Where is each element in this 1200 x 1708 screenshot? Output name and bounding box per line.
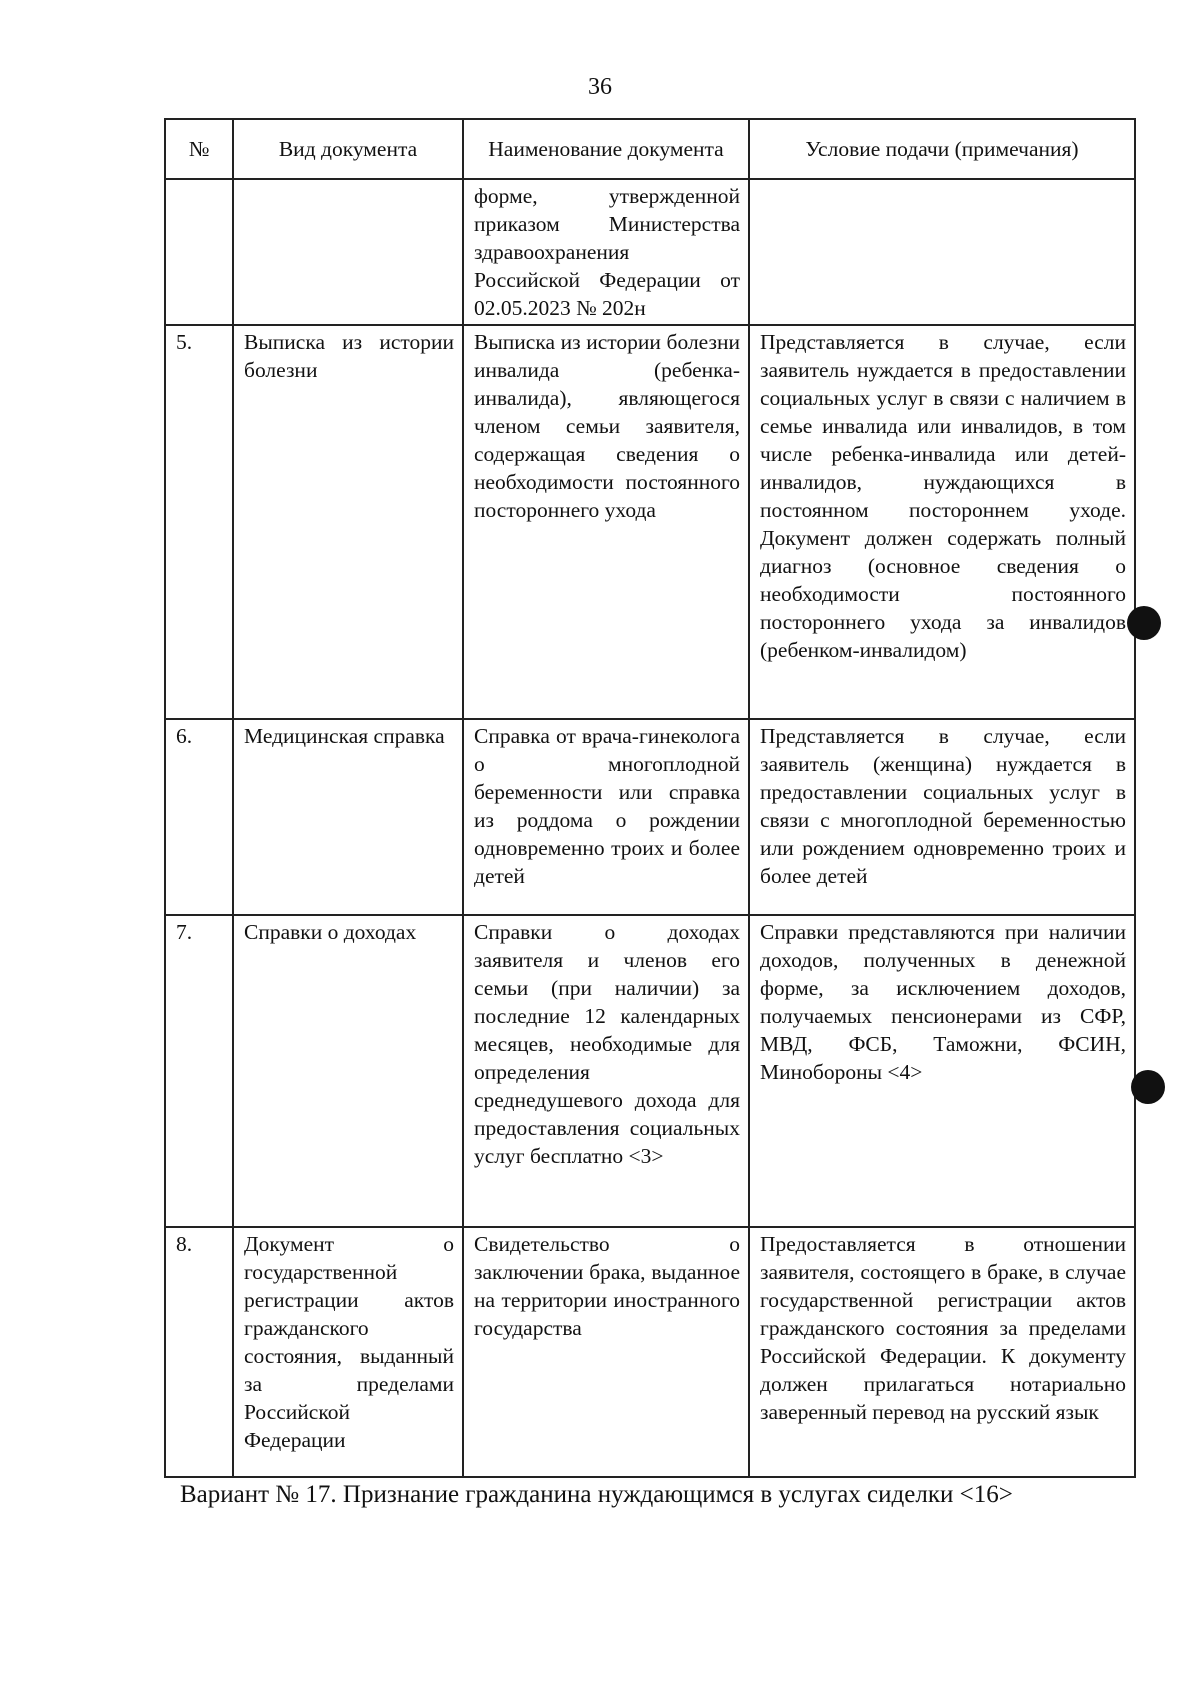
submission-condition: Представляется в случае, если заявитель нуждается в предоставлении социальных услуг в связи с наличием в семье инвалида или инвалидов, в том числе ребенка-инвалида или детей-инвалидов, нуждающихся в постоянном постороннем уходе. Документ должен содержать полный диагноз (основное сведения о необходимости постоянного постороннего ухода за инвалидов (ребенком-инвалидом) — [749, 325, 1135, 719]
header-document-type: Вид документа — [233, 119, 463, 179]
document-type: Выписка из истории болезни — [233, 325, 463, 719]
submission-condition: Предоставляется в отношении заявителя, состоящего в браке, в случае государственной регистрации актов гражданского состояния за пределами Российской Федерации. К документу должен прилагаться нотариально заверенный перевод на русский язык — [749, 1227, 1135, 1477]
submission-condition: Представляется в случае, если заявитель (женщина) нуждается в предоставлении социальных услуг в связи с многоплодной беременностью или рождением одновременно троих и более детей — [749, 719, 1135, 915]
table-row — [165, 179, 1135, 325]
document-type: Медицинская справка — [233, 719, 463, 915]
document-name: Выписка из истории болезни инвалида (ребенка-инвалида), являющегося членом семьи заявителя, содержащая сведения о необходимости постоянного постороннего ухода — [463, 325, 749, 719]
row-number: 6. — [165, 719, 233, 915]
table-row — [165, 1227, 1135, 1477]
document-type: Документ о государственной регистрации актов гражданского состояния, выданный за пределами Российской Федерации — [233, 1227, 463, 1477]
header-submission-condition: Условие подачи (примечания) — [749, 119, 1135, 179]
punch-hole-mark — [1131, 1070, 1165, 1104]
table-row — [165, 719, 1135, 915]
row-number: 5. — [165, 325, 233, 719]
row-number — [165, 179, 233, 325]
header-document-name: Наименование документа — [463, 119, 749, 179]
document-name: форме, утвержденной приказом Министерства здравоохранения Российской Федерации от 02.05.2023 № 202н — [463, 179, 749, 325]
document-type — [233, 179, 463, 325]
table-row — [165, 325, 1135, 719]
row-number: 8. — [165, 1227, 233, 1477]
submission-condition: Справки представляются при наличии доходов, полученных в денежной форме, за исключением доходов, получаемых пенсионерами из СФР, МВД, ФСБ, Таможни, ФСИН, Минобороны <4> — [749, 915, 1135, 1227]
document-name: Свидетельство о заключении брака, выданное на территории иностранного государства — [463, 1227, 749, 1477]
document-name: Справка от врача-гинеколога о многоплодной беременности или справка из роддома о рождении одновременно троих и более детей — [463, 719, 749, 915]
table-row — [165, 915, 1135, 1227]
document-name: Справки о доходах заявителя и членов его семьи (при наличии) за последние 12 календарных месяцев, необходимые для определения среднедушевого дохода для предоставления социальных услуг бесплатно <3> — [463, 915, 749, 1227]
page-number: 36 — [588, 74, 612, 100]
header-number: № — [165, 119, 233, 179]
document-type: Справки о доходах — [233, 915, 463, 1227]
submission-condition — [749, 179, 1135, 325]
punch-hole-mark — [1127, 606, 1161, 640]
documents-table — [164, 118, 1136, 1478]
row-number: 7. — [165, 915, 233, 1227]
table-header-row — [165, 119, 1135, 179]
variant-heading: Вариант № 17. Признание гражданина нуждающимся в услугах сиделки <16> — [180, 1481, 1013, 1508]
